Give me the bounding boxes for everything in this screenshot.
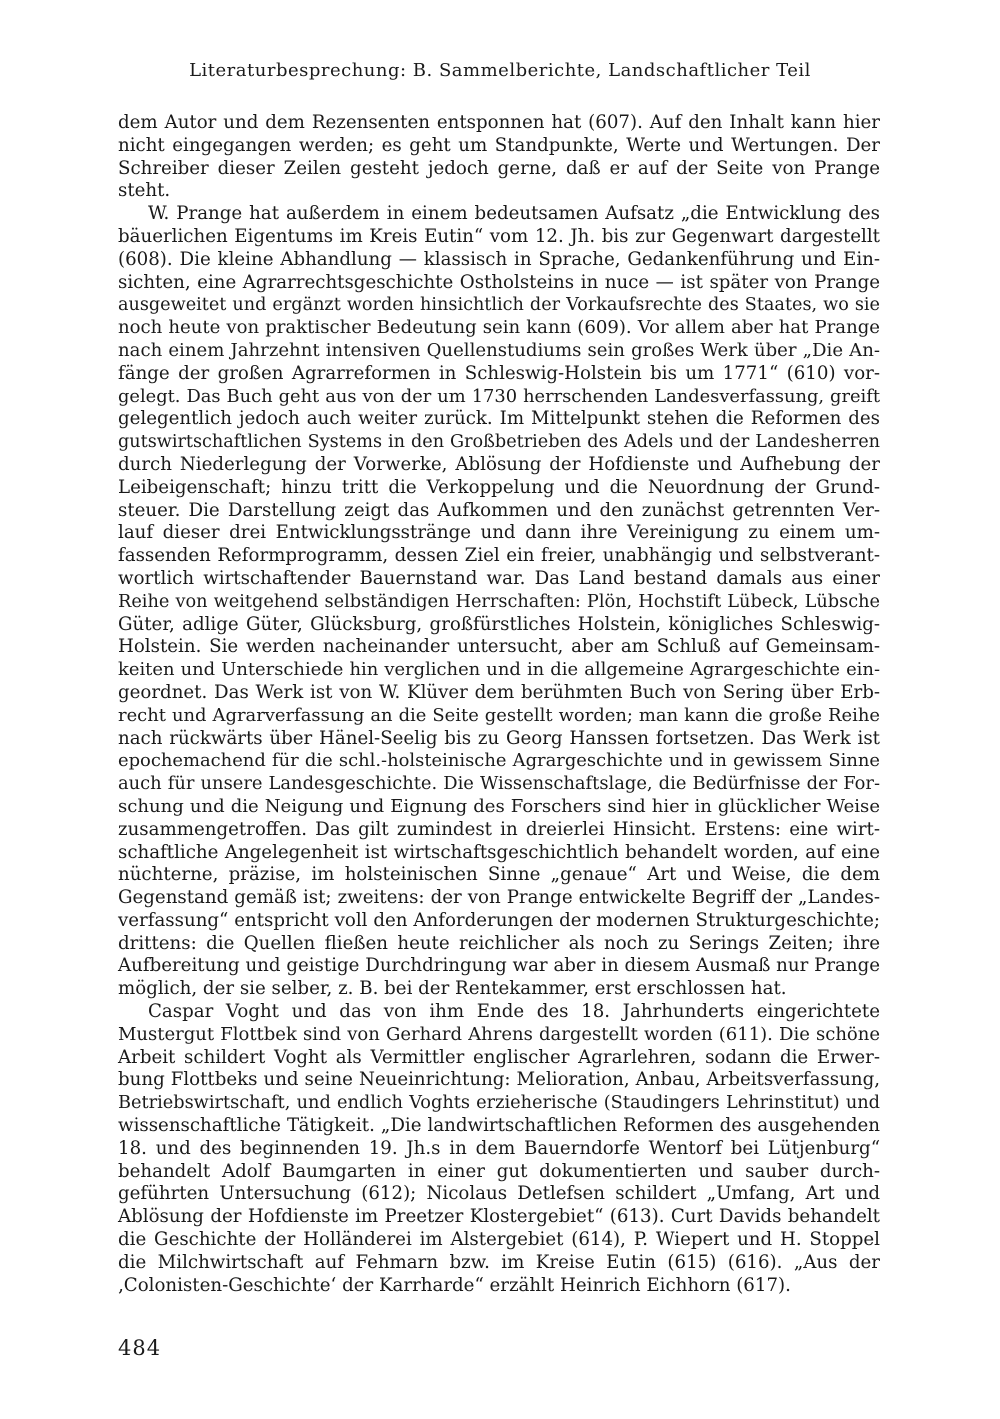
- text-line: nach einem Jahrzehnt intensiven Quellenstudiums sein großes Werk über „Die An-: [118, 339, 880, 361]
- text-line: schaftliche Angelegenheit ist wirtschaftsgeschichtlich behandelt worden, auf eine: [118, 841, 880, 863]
- text-line: gutswirtschaftlichen Systems in den Großbetrieben des Adels und der Landesherren: [118, 432, 880, 453]
- text-line: nach rückwärts über Hänel-Seelig bis zu Georg Hanssen fortsetzen. Das Werk ist: [118, 727, 880, 749]
- text-line: drittens: die Quellen fließen heute reichlicher als noch zu Serings Zeiten; ihre: [118, 932, 880, 954]
- text-line: Gegenstand gemäß ist; zweitens: der von Prange entwickelte Begriff der „Landes-: [118, 887, 880, 909]
- paragraph: [118, 203, 880, 1001]
- text-line: Reihe von weitgehend selbständigen Herrschaften: Plön, Hochstift Lübeck, Lübsche: [118, 591, 880, 612]
- text-line: ‚Colonisten-Geschichte‘ der Karrharde“ erzählt Heinrich Eichhorn (617).: [118, 1274, 791, 1296]
- text-line: auch für unsere Landesgeschichte. Die Wissenschaftslage, die Bedürfnisse der For-: [118, 773, 880, 795]
- text-line: nüchterne, präzise, im holsteinischen Sinne „genaue“ Art und Weise, die dem: [118, 864, 880, 886]
- text-line: bung Flottbeks und seine Neueinrichtung: Melioration, Anbau, Arbeitsverfassung,: [118, 1069, 880, 1091]
- text-line: durch Niederlegung der Vorwerke, Ablösung der Hofdienste und Aufhebung der: [118, 453, 880, 475]
- text-line: nicht eingegangen werden; es geht um Standpunkte, Werte und Wertungen. Der: [118, 134, 880, 156]
- text-line: Güter, adlige Güter, Glücksburg, großfürstliches Holstein, königliches Schleswig-: [118, 613, 880, 635]
- text-line: gelegt. Das Buch geht aus von der um 1730 herrschenden Landesverfassung, greift: [118, 385, 880, 407]
- text-line: fänge der großen Agrarreformen in Schleswig-Holstein bis um 1771“ (610) vor-: [118, 362, 880, 384]
- text-line: ausgeweitet und ergänzt worden hinsichtlich der Vorkaufsrechte des Staates, wo sie: [118, 295, 880, 316]
- text-line: sichten, eine Agrarrechtsgeschichte Ostholsteins in nuce — ist später von Prange: [118, 271, 880, 293]
- text-line: Holstein. Sie werden nacheinander untersucht, aber am Schluß auf Gemeinsam-: [118, 636, 880, 658]
- body-text: [118, 112, 880, 1297]
- text-line: wortlich wirtschaftender Bauernstand war. Das Land bestand damals aus einer: [118, 567, 880, 589]
- text-line: noch heute von praktischer Bedeutung sein kann (609). Vor allem aber hat Prange: [118, 317, 880, 339]
- text-line: Caspar Voght und das von ihm Ende des 18. Jahrhunderts eingerichtete: [148, 1001, 880, 1023]
- text-line: die Geschichte der Holländerei im Alstergebiet (614), P. Wiepert und H. Stoppel: [118, 1229, 880, 1251]
- text-line: Betriebswirtschaft, und endlich Voghts erzieherische (Staudingers Lehrinstitut) und: [118, 1093, 880, 1114]
- text-line: geordnet. Das Werk ist von W. Klüver dem berühmten Buch von Sering über Erb-: [118, 681, 880, 703]
- text-line: bäuerlichen Eigentums im Kreis Eutin“ vom 12. Jh. bis zur Gegenwart dargestellt: [118, 225, 880, 247]
- text-line: verfassung“ entspricht voll den Anforderungen der modernen Strukturgeschichte;: [118, 909, 880, 931]
- text-line: epochemachend für die schl.-holsteinische Agrargeschichte und in gewissem Sinne: [118, 750, 880, 772]
- text-line: gelegentlich jedoch auch weiter zurück. Im Mittelpunkt stehen die Reformen des: [118, 408, 880, 430]
- text-line: steht.: [118, 180, 171, 202]
- text-line: Ablösung der Hofdienste im Preetzer Klostergebiet“ (613). Curt Davids behandelt: [118, 1206, 880, 1228]
- text-line: wissenschaftliche Tätigkeit. „Die landwirtschaftlichen Reformen des ausgehenden: [118, 1115, 880, 1137]
- text-line: recht und Agrarverfassung an die Seite gestellt worden; man kann die große Reihe: [118, 704, 880, 726]
- text-line: zusammengetroffen. Das gilt zumindest in dreierlei Hinsicht. Erstens: eine wirt-: [118, 818, 880, 840]
- text-line: behandelt Adolf Baumgarten in einer gut dokumentierten und sauber durch-: [118, 1160, 880, 1182]
- text-line: (608). Die kleine Abhandlung — klassisch in Sprache, Gedankenführung und Ein-: [118, 248, 880, 270]
- text-line: keiten und Unterschiede hin verglichen und in die allgemeine Agrargeschichte ein-: [118, 659, 880, 681]
- text-line: Leibeigenschaft; hinzu tritt die Verkoppelung und die Neuordnung der Grund-: [118, 476, 880, 498]
- text-line: Arbeit schildert Voght als Vermittler englischer Agrarlehren, sodann die Erwer-: [118, 1046, 880, 1068]
- text-line: Aufbereitung und geistige Durchdringung war aber in diesem Ausmaß nur Prange: [118, 955, 880, 977]
- text-line: die Milchwirtschaft auf Fehmarn bzw. im Kreise Eutin (615) (616). „Aus der: [118, 1251, 880, 1273]
- text-line: dem Autor und dem Rezensenten entsponnen hat (607). Auf den Inhalt kann hier: [118, 112, 880, 133]
- page-number: 484: [118, 1336, 162, 1360]
- paragraph: [118, 1001, 880, 1297]
- text-line: geführten Untersuchung (612); Nicolaus Detlefsen schildert „Umfang, Art und: [118, 1183, 880, 1205]
- text-line: Schreiber dieser Zeilen gesteht jedoch gerne, daß er auf der Seite von Prange: [118, 157, 880, 179]
- text-line: 18. und des beginnenden 19. Jh.s in dem Bauerndorfe Wentorf bei Lütjenburg“: [118, 1137, 880, 1159]
- text-line: steuer. Die Darstellung zeigt das Aufkommen und den zunächst getrennten Ver-: [118, 499, 880, 521]
- text-line: lauf dieser drei Entwicklungsstränge und dann ihre Vereinigung zu einem um-: [118, 522, 880, 544]
- running-header: Literaturbesprechung: B. Sammelberichte, Landschaftlicher Teil: [189, 60, 811, 81]
- text-line: schung und die Neigung und Eignung des Forschers sind hier in glücklicher Weise: [118, 795, 880, 817]
- text-line: Mustergut Flottbek sind von Gerhard Ahrens dargestellt worden (611). Die schöne: [118, 1023, 880, 1045]
- text-line: fassenden Reformprogramm, dessen Ziel ein freier, unabhängig und selbstverant-: [118, 545, 880, 567]
- paragraph: [118, 112, 880, 203]
- text-line: W. Prange hat außerdem in einem bedeutsamen Aufsatz „die Entwicklung des: [148, 203, 880, 225]
- text-line: möglich, der sie selber, z. B. bei der Rentekammer, erst erschlossen hat.: [118, 978, 787, 1000]
